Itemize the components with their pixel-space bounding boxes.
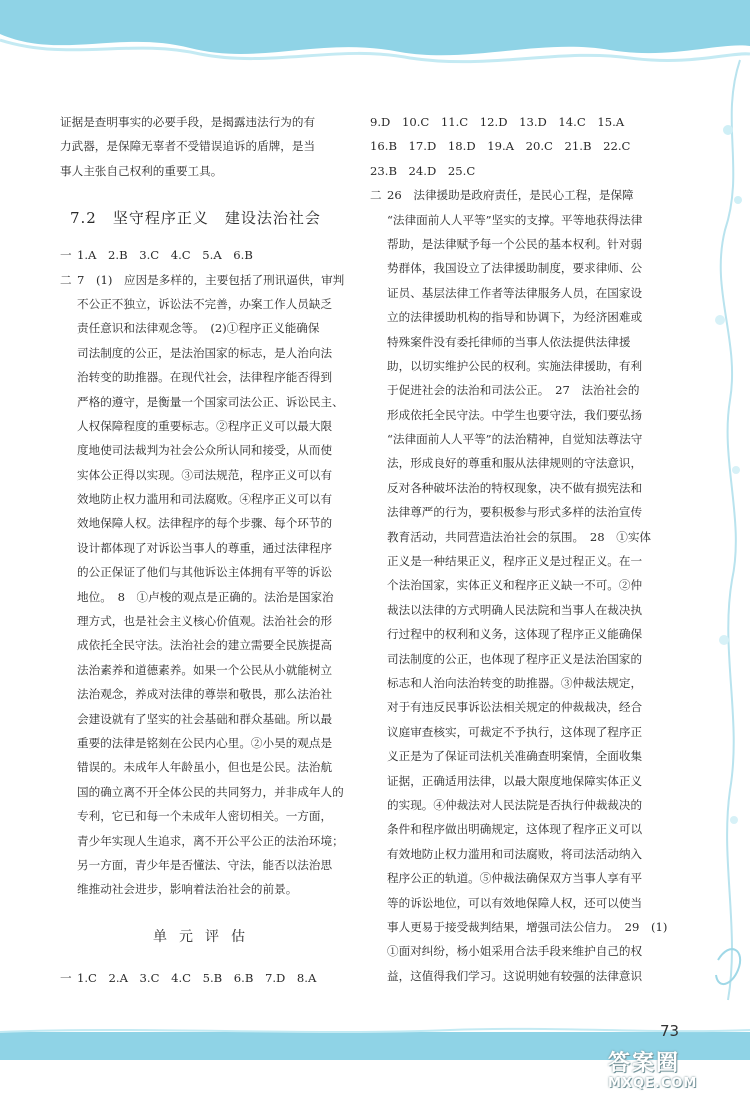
- answer-line: 有效地防止权力滥用和司法腐败，将司法活动纳入: [387, 846, 643, 861]
- answer-line: 义正是为了保证司法机关准确查明案情，全面收集: [387, 749, 643, 764]
- answer-line: 成依托全民守法。法治社会的建立需要全民族提高: [77, 638, 333, 653]
- answer-line: 责任意识和法律观念等。 (2)①程序正义能确保: [77, 321, 320, 336]
- answer-line: 特殊案件没有委托律师的当事人依法提供法律援: [387, 334, 631, 349]
- answer-line: 于促进社会的法治和司法公正。 27 法治社会的: [387, 383, 640, 398]
- answer-line: 条件和程序做出明确规定，这体现了程序正义可以: [387, 822, 643, 837]
- answer-row-unit: [60, 966, 350, 990]
- answer-line: 地位。 8 ①卢梭的观点是正确的。法治是国家治: [77, 589, 334, 604]
- answer-line: 帮助，是法律赋予每一个公民的基本权利。针对弱: [387, 236, 643, 251]
- answer-line: [370, 183, 670, 207]
- part-marker: 一: [60, 248, 72, 263]
- answer-line: [60, 268, 350, 292]
- answer-line: 益，这值得我们学习。这说明她有较强的法律意识: [387, 968, 643, 983]
- choice-answers: 23.B 24.D 25.C: [370, 163, 476, 178]
- answer-line: 效地防止权力滥用和司法腐败。④程序正义可以有: [77, 492, 333, 507]
- answer-line: 另一方面，青少年是否懂法、守法，能否以法治思: [77, 857, 333, 872]
- answer-line: 青少年实现人生追求，离不开公平公正的法治环境；: [77, 833, 344, 848]
- answer-line: 法治观念，养成对法律的尊崇和敬畏，那么法治社: [77, 687, 333, 702]
- answer-line: “法律面前人人平等”的法治精神，自觉知法尊法守: [387, 432, 643, 447]
- choice-answers: 9.D 10.C 11.C 12.D 13.D 14.C 15.A: [370, 115, 625, 129]
- answer-line: 设计都体现了对诉讼当事人的尊重，通过法律程序: [77, 540, 333, 555]
- answer-line: 不公正不独立，诉讼法不完善，办案工作人员缺乏: [77, 296, 333, 311]
- answer-line: 国的确立离不开全体公民的共同努力，并非成年人的: [77, 784, 344, 799]
- answer-line: 法律尊严的行为，要积极参与形式多样的法治宣传: [387, 505, 643, 520]
- answer-line: 证据，正确适用法律，以最大限度地保障实体正义: [387, 773, 643, 788]
- answer-line: 治转变的助推器。在现代社会，法律程序能否得到: [77, 370, 333, 385]
- answer-line: ①面对纠纷，杨小姐采用合法手段来维护自己的权: [387, 944, 643, 959]
- intro-line: 力武器，是保障无辜者不受错误追诉的盾牌，是当: [60, 139, 316, 154]
- answer-line: “法律面前人人平等”坚实的支撑。平等地获得法律: [387, 212, 643, 227]
- page-number: 73: [660, 1022, 680, 1040]
- part2-block: [370, 183, 670, 988]
- answer-line: 重要的法律是铭刻在公民内心里。②小昊的观点是: [77, 735, 333, 750]
- answer-line: 议庭审查核实，可裁定不予执行，这体现了程序正: [387, 724, 643, 739]
- answer-row-part1: [60, 243, 350, 267]
- answer-line: 个法治国家，实体正义和程序正义缺一不可。②仲: [387, 578, 643, 593]
- answer-line: 标志和人治向法治转变的助推器。③仲裁法规定，: [387, 675, 643, 690]
- answer-line: 形成依托全民守法。中学生也要守法，我们要弘扬: [387, 407, 643, 422]
- answer-line: 法治素养和道德素养。如果一个公民从小就能树立: [77, 662, 333, 677]
- unit-title: 单元评估: [153, 928, 257, 945]
- answer-line: 裁法以法律的方式明确人民法院和当事人在裁决执: [387, 602, 643, 617]
- part-marker: 一: [60, 970, 72, 985]
- answer-line: 错误的。未成年人年龄虽小，但也是公民。法治航: [77, 760, 333, 775]
- answer-line: 证员、基层法律工作者等法律服务人员，在国家设: [387, 285, 643, 300]
- answer-text: 7 (1) 应因是多样的，主要包括了刑讯逼供，审判: [77, 272, 345, 287]
- answer-line: 严格的遵守，是衡量一个国家司法公正、诉讼民主、: [77, 394, 344, 409]
- answer-line: 的公正保证了他们与其他诉讼主体拥有平等的诉讼: [77, 565, 333, 580]
- answer-line: 实体公正得以实现。③司法规范，程序正义可以有: [77, 467, 333, 482]
- watermark-logo: [608, 1052, 743, 1096]
- intro-line: 事人主张自己权利的重要工具。: [60, 163, 223, 178]
- section-title: 7.2 坚守程序正义 建设法治社会: [70, 209, 321, 228]
- answer-line: 正义是一种结果正义，程序正义是过程正义。在一: [387, 554, 643, 569]
- answer-line: 效地保障人权。法律程序的每个步骤、每个环节的: [77, 516, 333, 531]
- answer-line: 程序公正的轨道。⑤仲裁法确保双方当事人享有平: [387, 871, 643, 886]
- answer-line: 行过程中的权利和义务，这体现了程序正义能确保: [387, 627, 643, 642]
- answer-line: 司法制度的公正，是法治国家的标志，是人治向法: [77, 345, 333, 360]
- answer-line: 反对各种破坏法治的特权现象，决不做有损宪法和: [387, 480, 643, 495]
- answer-line: 人权保障程度的重要标志。②程序正义可以最大限: [77, 418, 333, 433]
- answer-line: 理方式，也是社会主义核心价值观。法治社会的形: [77, 614, 333, 629]
- watermark-text: 答案圈: [608, 1051, 681, 1076]
- answer-line: 专利，它已和每一个未成年人密切相关。一方面，: [77, 809, 333, 824]
- choice-answers: 16.B 17.D 18.D 19.A 20.C 21.B 22.C: [370, 139, 631, 154]
- answer-line: 会建设就有了坚实的社会基础和群众基础。所以最: [77, 711, 333, 726]
- answer-line: 司法制度的公正，也体现了程序正义是法治国家的: [387, 651, 643, 666]
- left-column: [60, 110, 350, 990]
- answer-line: 维推动社会进步，影响着法治社会的前景。: [77, 882, 298, 897]
- choice-answers: 1.A 2.B 3.C 4.C 5.A 6.B: [77, 248, 253, 263]
- part-marker: 二: [60, 272, 72, 287]
- answer-line: 立的法律援助机构的指导和协调下，为经济困难或: [387, 310, 643, 325]
- answer-line: 度地使司法裁判为社会公众所认同和接受，从而使: [77, 443, 333, 458]
- vine-decoration: [690, 0, 750, 1020]
- watermark-url: MXQE.COM: [608, 1076, 698, 1091]
- intro-line: 证据是查明事实的必要手段，是揭露违法行为的有: [60, 115, 316, 129]
- answer-line: 对于有违反民事诉讼法相关规定的仲裁裁决，经合: [387, 700, 643, 715]
- answer-text: 26 法律援助是政府责任，是民心工程，是保障: [387, 188, 634, 203]
- answer-line: 事人更易于接受裁判结果，增强司法公信力。 29 (1): [387, 919, 668, 934]
- answer-line: 的实现。④仲裁法对人民法院是否执行仲裁裁决的: [387, 797, 643, 812]
- answer-line: 法，形成良好的尊重和服从法律规则的守法意识，: [387, 456, 643, 471]
- part2-block: [60, 268, 350, 902]
- answer-line: 助，以切实维护公民的权利。实施法律援助，有利: [387, 358, 643, 373]
- answer-line: 势群体，我国设立了法律援助制度，要求律师、公: [387, 261, 643, 276]
- part-marker: 二: [370, 188, 382, 203]
- answer-line: 教育活动，共同营造法治社会的氛围。 28 ①实体: [387, 529, 652, 544]
- answer-line: 等的诉讼地位，可以有效地保障人权，还可以使当: [387, 895, 643, 910]
- top-decorative-band: [0, 0, 750, 70]
- right-column: [370, 110, 670, 988]
- choice-answers: 1.C 2.A 3.C 4.C 5.B 6.B 7.D 8.A: [77, 970, 317, 985]
